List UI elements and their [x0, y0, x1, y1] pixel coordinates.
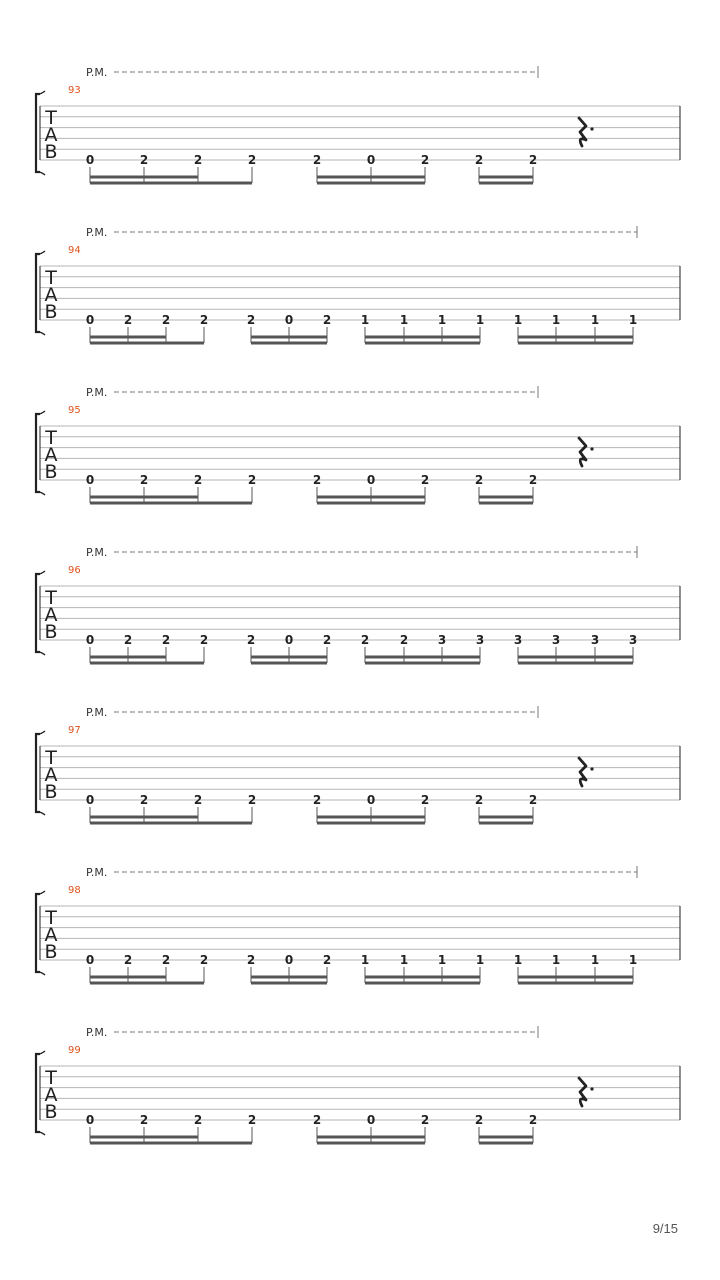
note-beam-secondary — [479, 816, 533, 819]
tab-clef-letter: B — [44, 141, 58, 163]
quarter-rest-icon — [579, 1078, 586, 1106]
tab-clef-letter: T — [45, 747, 57, 769]
fret-number: 2 — [123, 633, 133, 647]
bracket-top-hook — [36, 411, 45, 414]
fret-number: 1 — [551, 313, 561, 327]
note-beam-secondary — [251, 976, 327, 979]
note-beam-primary — [317, 502, 425, 505]
fret-number: 2 — [420, 153, 430, 167]
rest-dot-icon — [590, 127, 593, 130]
fret-number: 2 — [420, 473, 430, 487]
bracket-top-hook — [36, 891, 45, 894]
note-beam-secondary — [90, 656, 166, 659]
system-bracket — [36, 1054, 40, 1132]
note-beam-primary — [479, 1142, 533, 1145]
fret-number: 2 — [199, 633, 209, 647]
system-bracket — [36, 894, 40, 972]
fret-number: 2 — [193, 153, 203, 167]
tab-clef-letter: T — [45, 427, 57, 449]
rest-dot-icon — [590, 767, 593, 770]
fret-number: 1 — [590, 953, 600, 967]
fret-number: 2 — [474, 1113, 484, 1127]
tab-clef-letter: T — [45, 587, 57, 609]
tab-system-99 — [36, 1026, 680, 1145]
palm-mute-label: P.M. — [86, 866, 108, 879]
tab-clef-letter: B — [44, 461, 58, 483]
tab-system-97 — [36, 706, 680, 825]
tab-clef-letter: A — [44, 924, 58, 946]
tab-clef-letter: A — [44, 124, 58, 146]
fret-number: 3 — [590, 633, 600, 647]
measure-number: 96 — [68, 565, 81, 576]
fret-number: 3 — [437, 633, 447, 647]
note-beam-primary — [365, 342, 480, 345]
fret-number: 0 — [366, 473, 376, 487]
fret-number: 1 — [475, 313, 485, 327]
bracket-top-hook — [36, 731, 45, 734]
fret-number: 2 — [193, 1113, 203, 1127]
fret-number: 0 — [284, 313, 294, 327]
note-beam-primary — [90, 822, 252, 825]
fret-number: 2 — [322, 953, 332, 967]
fret-number: 2 — [139, 1113, 149, 1127]
fret-number: 3 — [475, 633, 485, 647]
palm-mute-label: P.M. — [86, 546, 108, 559]
note-beam-secondary — [90, 496, 198, 499]
fret-number: 2 — [474, 473, 484, 487]
note-beam-primary — [251, 662, 327, 665]
fret-number: 2 — [247, 793, 257, 807]
note-beam-secondary — [317, 496, 425, 499]
fret-number: 2 — [528, 1113, 538, 1127]
fret-number: 2 — [474, 153, 484, 167]
measure-number: 99 — [68, 1045, 81, 1056]
fret-number: 1 — [628, 953, 638, 967]
note-beam-primary — [90, 342, 204, 345]
fret-number: 0 — [284, 953, 294, 967]
fret-number: 1 — [590, 313, 600, 327]
note-beam-secondary — [317, 176, 425, 179]
fret-number: 1 — [551, 953, 561, 967]
note-beam-primary — [90, 662, 204, 665]
tab-clef-letter: A — [44, 1084, 58, 1106]
quarter-rest-icon — [579, 438, 586, 466]
fret-number: 2 — [123, 953, 133, 967]
fret-number: 0 — [85, 633, 95, 647]
palm-mute-label: P.M. — [86, 706, 108, 719]
fret-number: 2 — [193, 473, 203, 487]
bracket-top-hook — [36, 251, 45, 254]
fret-number: 2 — [199, 313, 209, 327]
bracket-bottom-hook — [36, 1132, 45, 1135]
tab-system-93 — [36, 66, 680, 185]
fret-number: 1 — [360, 953, 370, 967]
quarter-rest-icon — [579, 758, 586, 786]
fret-number: 2 — [420, 1113, 430, 1127]
fret-number: 0 — [85, 793, 95, 807]
note-beam-secondary — [518, 976, 633, 979]
tab-system-98 — [36, 866, 680, 985]
system-bracket — [36, 734, 40, 812]
fret-number: 2 — [246, 633, 256, 647]
fret-number: 0 — [85, 1113, 95, 1127]
fret-number: 2 — [399, 633, 409, 647]
fret-number: 2 — [247, 1113, 257, 1127]
note-beam-primary — [251, 342, 327, 345]
fret-number: 0 — [85, 953, 95, 967]
fret-number: 2 — [139, 153, 149, 167]
note-beam-primary — [317, 1142, 425, 1145]
tab-system-95 — [36, 386, 680, 505]
bracket-top-hook — [36, 91, 45, 94]
system-bracket — [36, 414, 40, 492]
fret-number: 2 — [312, 473, 322, 487]
fret-number: 1 — [399, 313, 409, 327]
fret-number: 0 — [366, 153, 376, 167]
note-beam-secondary — [251, 336, 327, 339]
fret-number: 0 — [85, 313, 95, 327]
note-beam-secondary — [90, 176, 198, 179]
note-beam-secondary — [518, 336, 633, 339]
bracket-bottom-hook — [36, 492, 45, 495]
tab-system-94 — [36, 226, 680, 345]
palm-mute-label: P.M. — [86, 226, 108, 239]
tab-clef-letter: T — [45, 107, 57, 129]
fret-number: 3 — [551, 633, 561, 647]
note-beam-secondary — [479, 1136, 533, 1139]
rest-dot-icon — [590, 447, 593, 450]
tab-clef-letter: A — [44, 764, 58, 786]
note-beam-primary — [317, 822, 425, 825]
note-beam-secondary — [317, 816, 425, 819]
fret-number: 1 — [360, 313, 370, 327]
fret-number: 1 — [513, 313, 523, 327]
fret-number: 0 — [85, 473, 95, 487]
note-beam-secondary — [365, 336, 480, 339]
fret-number: 2 — [322, 633, 332, 647]
note-beam-secondary — [518, 656, 633, 659]
bracket-bottom-hook — [36, 652, 45, 655]
system-bracket — [36, 254, 40, 332]
note-beam-secondary — [365, 976, 480, 979]
tab-clef-letter: T — [45, 907, 57, 929]
palm-mute-label: P.M. — [86, 386, 108, 399]
note-beam-primary — [365, 662, 480, 665]
fret-number: 1 — [399, 953, 409, 967]
fret-number: 2 — [312, 153, 322, 167]
fret-number: 2 — [360, 633, 370, 647]
bracket-bottom-hook — [36, 812, 45, 815]
note-beam-secondary — [251, 656, 327, 659]
fret-number: 2 — [161, 313, 171, 327]
tab-clef-letter: A — [44, 284, 58, 306]
fret-number: 2 — [246, 953, 256, 967]
note-beam-secondary — [365, 656, 480, 659]
measure-number: 93 — [68, 85, 81, 96]
bracket-bottom-hook — [36, 972, 45, 975]
note-beam-secondary — [90, 336, 166, 339]
fret-number: 0 — [366, 793, 376, 807]
measure-number: 94 — [68, 245, 81, 256]
tab-clef-letter: B — [44, 1101, 58, 1123]
quarter-rest-icon — [579, 118, 586, 146]
fret-number: 2 — [161, 953, 171, 967]
measure-number: 97 — [68, 725, 81, 736]
note-beam-primary — [251, 982, 327, 985]
fret-number: 2 — [528, 473, 538, 487]
note-beam-primary — [365, 982, 480, 985]
fret-number: 2 — [246, 313, 256, 327]
note-beam-primary — [90, 1142, 252, 1145]
fret-number: 2 — [322, 313, 332, 327]
tab-clef-letter: A — [44, 604, 58, 626]
bracket-bottom-hook — [36, 172, 45, 175]
note-beam-primary — [90, 982, 204, 985]
fret-number: 2 — [123, 313, 133, 327]
fret-number: 2 — [528, 793, 538, 807]
tab-clef-letter: B — [44, 941, 58, 963]
fret-number: 2 — [161, 633, 171, 647]
tab-clef-letter: A — [44, 444, 58, 466]
note-beam-secondary — [90, 976, 166, 979]
tab-system-96 — [36, 546, 680, 665]
note-beam-primary — [479, 502, 533, 505]
fret-number: 1 — [437, 313, 447, 327]
tab-clef-letter: T — [45, 267, 57, 289]
fret-number: 2 — [139, 473, 149, 487]
palm-mute-label: P.M. — [86, 66, 108, 79]
note-beam-secondary — [479, 496, 533, 499]
note-beam-primary — [479, 182, 533, 185]
system-bracket — [36, 94, 40, 172]
measure-number: 95 — [68, 405, 81, 416]
fret-number: 0 — [284, 633, 294, 647]
fret-number: 2 — [312, 1113, 322, 1127]
note-beam-primary — [518, 982, 633, 985]
tab-clef-letter: B — [44, 621, 58, 643]
note-beam-secondary — [90, 1136, 198, 1139]
note-beam-primary — [518, 662, 633, 665]
fret-number: 0 — [85, 153, 95, 167]
rest-dot-icon — [590, 1087, 593, 1090]
fret-number: 2 — [247, 473, 257, 487]
fret-number: 0 — [366, 1113, 376, 1127]
fret-number: 2 — [193, 793, 203, 807]
fret-number: 2 — [247, 153, 257, 167]
bracket-top-hook — [36, 571, 45, 574]
fret-number: 1 — [513, 953, 523, 967]
fret-number: 2 — [420, 793, 430, 807]
fret-number: 1 — [475, 953, 485, 967]
note-beam-primary — [317, 182, 425, 185]
fret-number: 2 — [528, 153, 538, 167]
fret-number: 2 — [199, 953, 209, 967]
bracket-bottom-hook — [36, 332, 45, 335]
fret-number: 2 — [139, 793, 149, 807]
fret-number: 1 — [437, 953, 447, 967]
note-beam-primary — [518, 342, 633, 345]
measure-number: 98 — [68, 885, 81, 896]
fret-number: 1 — [628, 313, 638, 327]
fret-number: 3 — [513, 633, 523, 647]
fret-number: 3 — [628, 633, 638, 647]
fret-number: 2 — [312, 793, 322, 807]
tab-clef-letter: T — [45, 1067, 57, 1089]
page-number: 9/15 — [652, 1221, 678, 1236]
bracket-top-hook — [36, 1051, 45, 1054]
note-beam-primary — [479, 822, 533, 825]
note-beam-secondary — [90, 816, 198, 819]
fret-number: 2 — [474, 793, 484, 807]
note-beam-primary — [90, 182, 252, 185]
tab-clef-letter: B — [44, 301, 58, 323]
note-beam-secondary — [479, 176, 533, 179]
system-bracket — [36, 574, 40, 652]
note-beam-primary — [90, 502, 252, 505]
palm-mute-label: P.M. — [86, 1026, 108, 1039]
tab-clef-letter: B — [44, 781, 58, 803]
note-beam-secondary — [317, 1136, 425, 1139]
